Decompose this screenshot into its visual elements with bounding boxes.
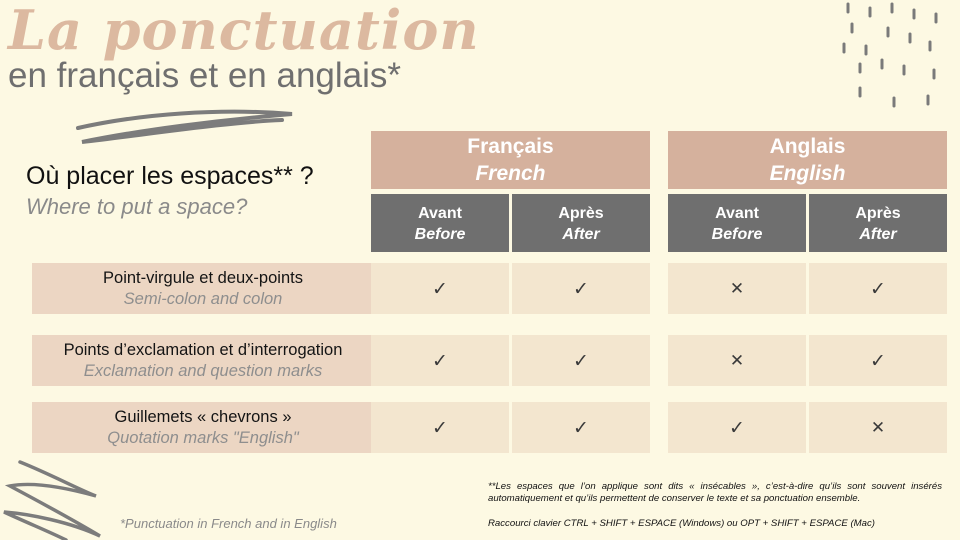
col-label-en: Before [711, 226, 763, 243]
cell-cross: ✕ [668, 263, 806, 314]
col-label: Après [558, 205, 604, 222]
page-title: La ponctuation [8, 0, 480, 62]
decorative-dashes [830, 0, 960, 120]
cell-check: ✓ [512, 263, 650, 314]
col-label-en: After [859, 226, 897, 243]
row-label-fr: Point-virgule et deux-points [103, 268, 303, 287]
question-fr: Où placer les espaces** ? [26, 162, 314, 190]
cell-check: ✓ [371, 402, 509, 453]
question-en: Where to put a space? [26, 194, 248, 219]
cell-check: ✓ [512, 335, 650, 386]
header-english [668, 131, 947, 189]
row-label-en: Semi-colon and colon [123, 289, 283, 308]
cell-check: ✓ [371, 335, 509, 386]
row-label-exclamation [32, 335, 394, 386]
header-french-label-en: French [475, 162, 546, 185]
col-en-after [809, 194, 947, 252]
row-label-quotes [32, 402, 394, 453]
page-subtitle: en français et en anglais* [8, 56, 402, 95]
cell-cross: ✕ [668, 335, 806, 386]
col-label: Avant [418, 205, 462, 222]
row-label-fr: Points d’exclamation et d’interrogation [63, 340, 343, 359]
cell-check: ✓ [512, 402, 650, 453]
cell-cross: ✕ [809, 402, 947, 453]
col-label: Avant [715, 205, 759, 222]
header-french-label: Français [467, 135, 554, 158]
col-label-en: After [562, 226, 600, 243]
col-fr-before [371, 194, 509, 252]
row-label-fr: Guillemets « chevrons » [114, 407, 292, 426]
cell-check: ✓ [371, 263, 509, 314]
header-english-label-en: English [769, 162, 846, 185]
col-label-en: Before [414, 226, 466, 243]
decorative-scribble [70, 100, 300, 156]
col-label: Après [855, 205, 901, 222]
footnote-shortcut: Raccourci clavier CTRL + SHIFT + ESPACE (Windows) ou OPT + SHIFT + ESPACE (Mac) [488, 518, 875, 529]
row-label-en: Quotation marks "English" [107, 428, 299, 447]
row-label-en: Exclamation and question marks [83, 361, 323, 380]
cell-check: ✓ [809, 335, 947, 386]
col-en-before [668, 194, 806, 252]
cell-check: ✓ [668, 402, 806, 453]
footnote-spaces: **Les espaces que l’on applique sont dits « insécables », c’est-à-dire qu’ils sont souvent insérés automatiquement et qu’ils permettent de conserver le texte et sa ponctuation ensemble. [488, 481, 942, 504]
bottom-note: *Punctuation in French and in English [120, 516, 337, 531]
row-label-semicolon [32, 263, 394, 314]
header-french [371, 131, 650, 189]
header-english-label: Anglais [769, 135, 846, 158]
col-fr-after [512, 194, 650, 252]
decorative-scribble-bottom [0, 456, 110, 540]
cell-check: ✓ [809, 263, 947, 314]
